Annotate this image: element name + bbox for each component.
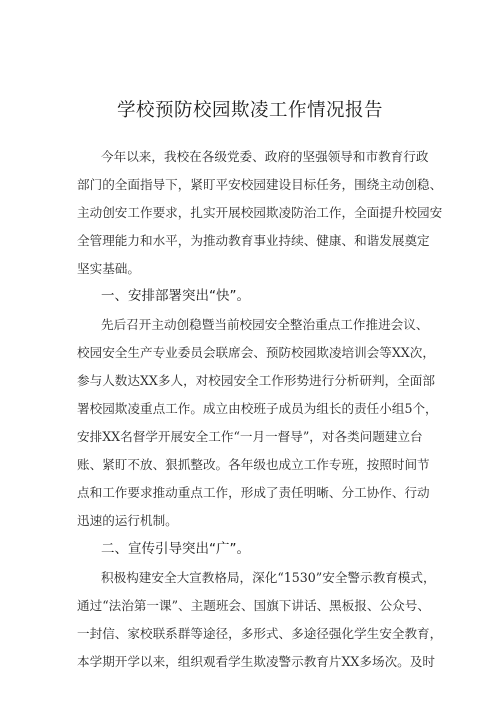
intro-line: 今年以来，我校在各级党委、政府的坚强领导和市教育行政 <box>101 149 429 164</box>
section-line: 本学期开学以来，组织观看学生欺凌警示教育片XX多场次。及时 <box>77 654 435 669</box>
section-line: 署校园欺凌重点工作。成立由校班子成员为组长的责任小组5个， <box>77 401 438 416</box>
section-line: 通过“法治第一课”、主题班会、国旗下讲话、黑板报、公众号、 <box>77 598 430 613</box>
section-line: 校园安全生产专业委员会联席会、预防校园欺凌培训会等XX次， <box>77 345 435 360</box>
document-title: 学校预防校园欺凌工作情况报告 <box>116 100 383 121</box>
section-line: 一封信、家校联系群等途径，多形式、多途径强化学生安全教育， <box>77 626 443 641</box>
section-line: 积极构建安全大宣教格局，深化“1530”安全警示教育模式， <box>101 570 436 585</box>
section-heading: 一、安排部署突出“快”。 <box>101 288 250 304</box>
intro-line: 部门的全面指导下，紧盯平安校园建设目标任务，围绕主动创稳、 <box>77 177 443 192</box>
section-heading: 二、宣传引导突出“广”。 <box>101 541 250 557</box>
intro-line: 全管理能力和水平，为推动教育事业持续、健康、和谐发展奠定 <box>77 233 430 248</box>
section-line: 账、紧盯不放、狠抓整改。各年级也成立工作专班，按照时间节 <box>77 457 430 472</box>
section-line: 迅速的运行机制。 <box>77 513 178 528</box>
section-line: 先后召开主动创稳暨当前校园安全整治重点工作推进会议、 <box>101 317 429 332</box>
section-line: 安排XX名督学开展安全工作“一月一督导”，对各类问题建立台 <box>77 429 423 444</box>
intro-line: 坚实基础。 <box>77 261 140 276</box>
section-line: 参与人数达XX多人，对校园安全工作形势进行分析研判，全面部 <box>77 373 435 388</box>
section-line: 点和工作要求推动重点工作，形成了责任明晰、分工协作、行动 <box>77 485 430 500</box>
intro-line: 主动创安工作要求，扎实开展校园欺凌防治工作，全面提升校园安 <box>77 205 443 220</box>
